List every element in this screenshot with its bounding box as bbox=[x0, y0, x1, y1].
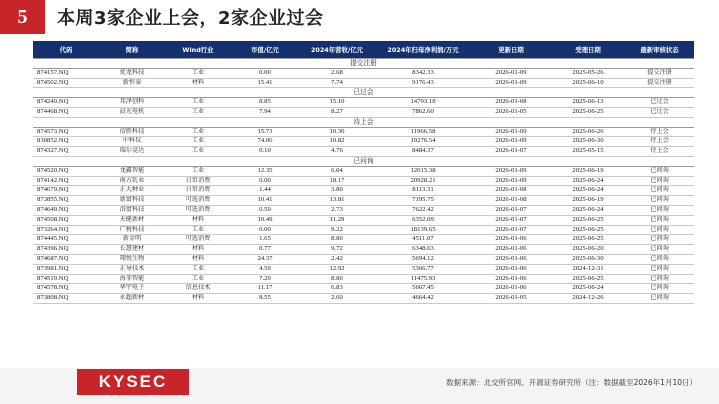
table-cell: 0.59 bbox=[231, 205, 299, 215]
kysec-logo: KYSEC bbox=[77, 369, 189, 395]
table-cell: 晨光电机 bbox=[99, 107, 165, 117]
column-header: 更新日期 bbox=[471, 41, 551, 59]
table-cell: 874249.NQ bbox=[33, 98, 99, 108]
table-row bbox=[33, 68, 694, 78]
table-cell: 长慧建材 bbox=[99, 245, 165, 255]
table-cell: 18139.65 bbox=[375, 225, 471, 235]
table-cell: 3.80 bbox=[299, 186, 375, 196]
column-header: 2024年归母净利润/万元 bbox=[375, 41, 471, 59]
table-cell: 0.10 bbox=[231, 147, 299, 157]
table-cell: 2025-06-24 bbox=[551, 176, 625, 186]
table-cell: 工业 bbox=[165, 107, 231, 117]
table-cell: 5366.77 bbox=[375, 264, 471, 274]
table-cell: 信胜科技 bbox=[99, 127, 165, 137]
column-header: 市值/亿元 bbox=[231, 41, 299, 59]
table-cell: 2025-06-20 bbox=[551, 245, 625, 255]
table-cell: 已问询 bbox=[625, 186, 694, 196]
table-cell: 873264.NQ bbox=[33, 225, 99, 235]
table-cell: 2025-05-15 bbox=[551, 147, 625, 157]
table-cell: 8.80 bbox=[299, 274, 375, 284]
table-cell: 2026-01-09 bbox=[471, 78, 551, 88]
table-cell: 浴富科技 bbox=[99, 205, 165, 215]
table-cell: 已问询 bbox=[625, 205, 694, 215]
table-cell: 2026-01-06 bbox=[471, 254, 551, 264]
table-cell: 7.74 bbox=[299, 78, 375, 88]
table-cell: 工业 bbox=[165, 274, 231, 284]
table-cell: 2025-06-25 bbox=[551, 215, 625, 225]
table-cell: 874679.NQ bbox=[33, 186, 99, 196]
column-header: 受理日期 bbox=[551, 41, 625, 59]
table-cell: 天健新材 bbox=[99, 215, 165, 225]
table-cell: 优龙科技 bbox=[99, 68, 165, 78]
table-cell: 830852.NQ bbox=[33, 137, 99, 147]
table-row bbox=[33, 98, 694, 108]
table-cell: 工业 bbox=[165, 127, 231, 137]
column-header: 最新审核状态 bbox=[625, 41, 694, 59]
table-cell: 11966.58 bbox=[375, 127, 471, 137]
table-cell: 12015.38 bbox=[375, 166, 471, 176]
table-cell: 2026-01-06 bbox=[471, 264, 551, 274]
table-cell: 1.44 bbox=[231, 186, 299, 196]
table-cell: 已问询 bbox=[625, 225, 694, 235]
table-cell: 874508.NQ bbox=[33, 215, 99, 225]
table-cell: 2026-01-09 bbox=[471, 176, 551, 186]
group-label: 已过会 bbox=[33, 88, 694, 98]
table-cell: 874468.NQ bbox=[33, 107, 99, 117]
table-cell: 2026-01-08 bbox=[471, 98, 551, 108]
table-cell: 工业 bbox=[165, 225, 231, 235]
table-cell: 14793.18 bbox=[375, 98, 471, 108]
table-row bbox=[33, 137, 694, 147]
group-header-row bbox=[33, 59, 694, 69]
table-cell: 材料 bbox=[165, 294, 231, 304]
table-cell: 2.60 bbox=[299, 294, 375, 304]
table-cell: 18.17 bbox=[299, 176, 375, 186]
table-cell: 2026-01-09 bbox=[471, 137, 551, 147]
table-cell: 日常消费 bbox=[165, 176, 231, 186]
table-row bbox=[33, 147, 694, 157]
table-cell: 新金明 bbox=[99, 235, 165, 245]
group-header-row bbox=[33, 156, 694, 166]
table-cell: 8484.37 bbox=[375, 147, 471, 157]
table-cell: 工业 bbox=[165, 166, 231, 176]
table-cell: 2025-06-25 bbox=[551, 107, 625, 117]
table-cell: 874573.NQ bbox=[33, 127, 99, 137]
table-cell: 6.83 bbox=[299, 284, 375, 294]
data-source-note: 数据来源：北交所官网、开源证券研究所（注：数据截至2026年1月10日） bbox=[446, 378, 697, 387]
table-row bbox=[33, 186, 694, 196]
table-cell: 已问询 bbox=[625, 235, 694, 245]
ipo-status-table bbox=[33, 41, 694, 304]
table-cell: 材料 bbox=[165, 78, 231, 88]
table-cell: 11.29 bbox=[299, 215, 375, 225]
table-cell: 2025-06-10 bbox=[551, 78, 625, 88]
table-row bbox=[33, 196, 694, 206]
table-cell: 7195.75 bbox=[375, 196, 471, 206]
table-cell: 2026-01-08 bbox=[471, 196, 551, 206]
table-cell: 2026-01-07 bbox=[471, 225, 551, 235]
table-cell: 6.04 bbox=[299, 166, 375, 176]
table-cell: 0.00 bbox=[231, 68, 299, 78]
table-cell: 11.17 bbox=[231, 284, 299, 294]
table-cell: 7862.60 bbox=[375, 107, 471, 117]
table-cell: 2025-06-30 bbox=[551, 137, 625, 147]
table-cell: 材料 bbox=[165, 254, 231, 264]
table-cell: 工业 bbox=[165, 98, 231, 108]
table-cell: 2026-01-07 bbox=[471, 215, 551, 225]
table-cell: 2026-01-05 bbox=[471, 294, 551, 304]
table-cell: 10.82 bbox=[299, 137, 375, 147]
table-cell: 已问询 bbox=[625, 294, 694, 304]
table-cell: 10.30 bbox=[299, 127, 375, 137]
table-cell: 15.73 bbox=[231, 127, 299, 137]
table-cell: 信息技术 bbox=[165, 284, 231, 294]
table-cell: 8113.31 bbox=[375, 186, 471, 196]
table-cell: 可选消费 bbox=[165, 196, 231, 206]
table-cell: 龙鑫智能 bbox=[99, 166, 165, 176]
table-cell: 2026-01-06 bbox=[471, 284, 551, 294]
slide-title: 本周3家企业上会，2家企业过会 bbox=[57, 8, 324, 29]
table-row bbox=[33, 254, 694, 264]
table-cell: 874649.NQ bbox=[33, 205, 99, 215]
table-cell: 15.41 bbox=[231, 78, 299, 88]
table-cell: 提交注册 bbox=[625, 68, 694, 78]
group-header-row bbox=[33, 88, 694, 98]
table-row bbox=[33, 205, 694, 215]
table-cell: 待上会 bbox=[625, 147, 694, 157]
table-cell: 20928.21 bbox=[375, 176, 471, 186]
table-cell: 8.27 bbox=[299, 107, 375, 117]
table-cell: 工业 bbox=[165, 147, 231, 157]
table-cell: 8.85 bbox=[231, 98, 299, 108]
group-label: 提交注册 bbox=[33, 59, 694, 69]
table-cell: 874396.NQ bbox=[33, 245, 99, 255]
table-cell: 874520.NQ bbox=[33, 166, 99, 176]
table-cell: 正大种业 bbox=[99, 186, 165, 196]
table-cell: 2.42 bbox=[299, 254, 375, 264]
table-cell: 永超新材 bbox=[99, 294, 165, 304]
table-cell: 材料 bbox=[165, 245, 231, 255]
table-row bbox=[33, 225, 694, 235]
table-row bbox=[33, 235, 694, 245]
table-cell: 4.76 bbox=[299, 147, 375, 157]
table-cell: 2026-01-09 bbox=[471, 127, 551, 137]
table-cell: 12.35 bbox=[231, 166, 299, 176]
table-cell: 12.92 bbox=[299, 264, 375, 274]
table-cell: 2025-06-19 bbox=[551, 196, 625, 206]
table-cell: 2026-01-06 bbox=[471, 274, 551, 284]
group-header-row bbox=[33, 117, 694, 127]
table-cell: 翔悦生物 bbox=[99, 254, 165, 264]
table-cell: 已过会 bbox=[625, 98, 694, 108]
table-cell: 已问询 bbox=[625, 245, 694, 255]
column-header: 简称 bbox=[99, 41, 165, 59]
table-row bbox=[33, 176, 694, 186]
table-cell: 已问询 bbox=[625, 176, 694, 186]
table-cell: 2026-01-08 bbox=[471, 186, 551, 196]
table-cell: 2026-01-06 bbox=[471, 245, 551, 255]
table-cell: 9176.43 bbox=[375, 78, 471, 88]
table-cell: 待上会 bbox=[625, 127, 694, 137]
table-cell: 2025-06-30 bbox=[551, 254, 625, 264]
table-cell: 已问询 bbox=[625, 254, 694, 264]
table-cell: 2025-06-19 bbox=[551, 166, 625, 176]
table-row bbox=[33, 78, 694, 88]
group-label: 待上会 bbox=[33, 117, 694, 127]
table-cell: 4511.07 bbox=[375, 235, 471, 245]
table-cell: 已问询 bbox=[625, 274, 694, 284]
table-cell: 8342.33 bbox=[375, 68, 471, 78]
table-row bbox=[33, 284, 694, 294]
table-cell: 2024-12-26 bbox=[551, 294, 625, 304]
table-cell: 2026-01-05 bbox=[471, 107, 551, 117]
table-cell: 2024-12-31 bbox=[551, 264, 625, 274]
table-cell: 材料 bbox=[165, 215, 231, 225]
table-cell: 新恒泰 bbox=[99, 78, 165, 88]
table-cell: 1.65 bbox=[231, 235, 299, 245]
table-cell: 已问询 bbox=[625, 284, 694, 294]
table-cell: 874142.NQ bbox=[33, 176, 99, 186]
table-cell: 2026-01-09 bbox=[471, 68, 551, 78]
table-cell: 874502.NQ bbox=[33, 78, 99, 88]
table-cell: 10.49 bbox=[231, 215, 299, 225]
table-cell: 2026-01-07 bbox=[471, 147, 551, 157]
table-cell: 2026-01-06 bbox=[471, 235, 551, 245]
table-cell: 工业 bbox=[165, 68, 231, 78]
table-cell: 873981.NQ bbox=[33, 264, 99, 274]
table-cell: 7.94 bbox=[231, 107, 299, 117]
table-cell: 提交注册 bbox=[625, 78, 694, 88]
table-row bbox=[33, 127, 694, 137]
table-cell: 873808.NQ bbox=[33, 294, 99, 304]
table-cell: 874157.NQ bbox=[33, 68, 99, 78]
table-cell: 5667.45 bbox=[375, 284, 471, 294]
table-cell: 可选消费 bbox=[165, 235, 231, 245]
table-cell: 2.68 bbox=[299, 68, 375, 78]
table-row bbox=[33, 264, 694, 274]
table-cell: 8.55 bbox=[231, 294, 299, 304]
table-cell: 已问询 bbox=[625, 196, 694, 206]
table-cell: 已过会 bbox=[625, 107, 694, 117]
table-cell: 2025-06-26 bbox=[551, 127, 625, 137]
table-cell: 海菲智能 bbox=[99, 274, 165, 284]
table-cell: 15.10 bbox=[299, 98, 375, 108]
table-cell: 874519.NQ bbox=[33, 274, 99, 284]
table-cell: 邦泽创科 bbox=[99, 98, 165, 108]
table-cell: 华宇电子 bbox=[99, 284, 165, 294]
table-cell: 2025-06-25 bbox=[551, 274, 625, 284]
table-cell: 2025-05-26 bbox=[551, 68, 625, 78]
table-cell: 4.50 bbox=[231, 264, 299, 274]
table-cell: 2025-06-25 bbox=[551, 225, 625, 235]
table-cell: 74.06 bbox=[231, 137, 299, 147]
table-cell: 874578.NQ bbox=[33, 284, 99, 294]
table-cell: 待上会 bbox=[625, 137, 694, 147]
table-cell: 2.73 bbox=[299, 205, 375, 215]
table-cell: 已问询 bbox=[625, 264, 694, 274]
table-cell: 10.41 bbox=[231, 196, 299, 206]
table-cell: 可选消费 bbox=[165, 205, 231, 215]
table-row bbox=[33, 274, 694, 284]
table-cell: 日常消费 bbox=[165, 186, 231, 196]
table-cell: 7.20 bbox=[231, 274, 299, 284]
table-cell: 0.00 bbox=[231, 225, 299, 235]
table-cell: 6352.09 bbox=[375, 215, 471, 225]
table-cell: 8.80 bbox=[299, 235, 375, 245]
table-row bbox=[33, 107, 694, 117]
table-cell: 0.00 bbox=[231, 176, 299, 186]
table-row bbox=[33, 166, 694, 176]
table-cell: 新富科技 bbox=[99, 196, 165, 206]
table-cell: 正导技术 bbox=[99, 264, 165, 274]
table-cell: 2025-06-24 bbox=[551, 205, 625, 215]
table-cell: 工业 bbox=[165, 137, 231, 147]
table-row bbox=[33, 215, 694, 225]
table-cell: 工业 bbox=[165, 264, 231, 274]
table-cell: 5694.12 bbox=[375, 254, 471, 264]
table-row bbox=[33, 294, 694, 304]
column-header: Wind行业 bbox=[165, 41, 231, 59]
table-cell: 2026-01-07 bbox=[471, 205, 551, 215]
table-cell: 瑞尔竞达 bbox=[99, 147, 165, 157]
slide-number: 5 bbox=[0, 0, 45, 34]
column-header: 2024年营收/亿元 bbox=[299, 41, 375, 59]
table-cell: 11475.93 bbox=[375, 274, 471, 284]
group-label: 已问询 bbox=[33, 156, 694, 166]
table-cell: 24.37 bbox=[231, 254, 299, 264]
column-header: 代码 bbox=[33, 41, 99, 59]
table-cell: 2026-01-09 bbox=[471, 166, 551, 176]
table-cell: 873855.NQ bbox=[33, 196, 99, 206]
table-cell: 南方乳业 bbox=[99, 176, 165, 186]
table-header-row bbox=[33, 41, 694, 59]
table-cell: 7622.42 bbox=[375, 205, 471, 215]
table-cell: 已问询 bbox=[625, 166, 694, 176]
table-cell: 9.22 bbox=[299, 225, 375, 235]
table-row bbox=[33, 245, 694, 255]
table-cell: 9.72 bbox=[299, 245, 375, 255]
table-cell: 2025-06-24 bbox=[551, 284, 625, 294]
table-cell: 0.77 bbox=[231, 245, 299, 255]
table-cell: 2025-06-25 bbox=[551, 235, 625, 245]
table-cell: 6348.63 bbox=[375, 245, 471, 255]
table-cell: 874327.NQ bbox=[33, 147, 99, 157]
table-cell: 4664.42 bbox=[375, 294, 471, 304]
table-cell: 874445.NQ bbox=[33, 235, 99, 245]
table-cell: 2025-06-13 bbox=[551, 98, 625, 108]
table-cell: 2025-06-24 bbox=[551, 186, 625, 196]
table-cell: 中科仪 bbox=[99, 137, 165, 147]
table-cell: 19276.54 bbox=[375, 137, 471, 147]
table-cell: 已问询 bbox=[625, 215, 694, 225]
table-cell: 广税科技 bbox=[99, 225, 165, 235]
table-cell: 13.81 bbox=[299, 196, 375, 206]
table-cell: 874687.NQ bbox=[33, 254, 99, 264]
